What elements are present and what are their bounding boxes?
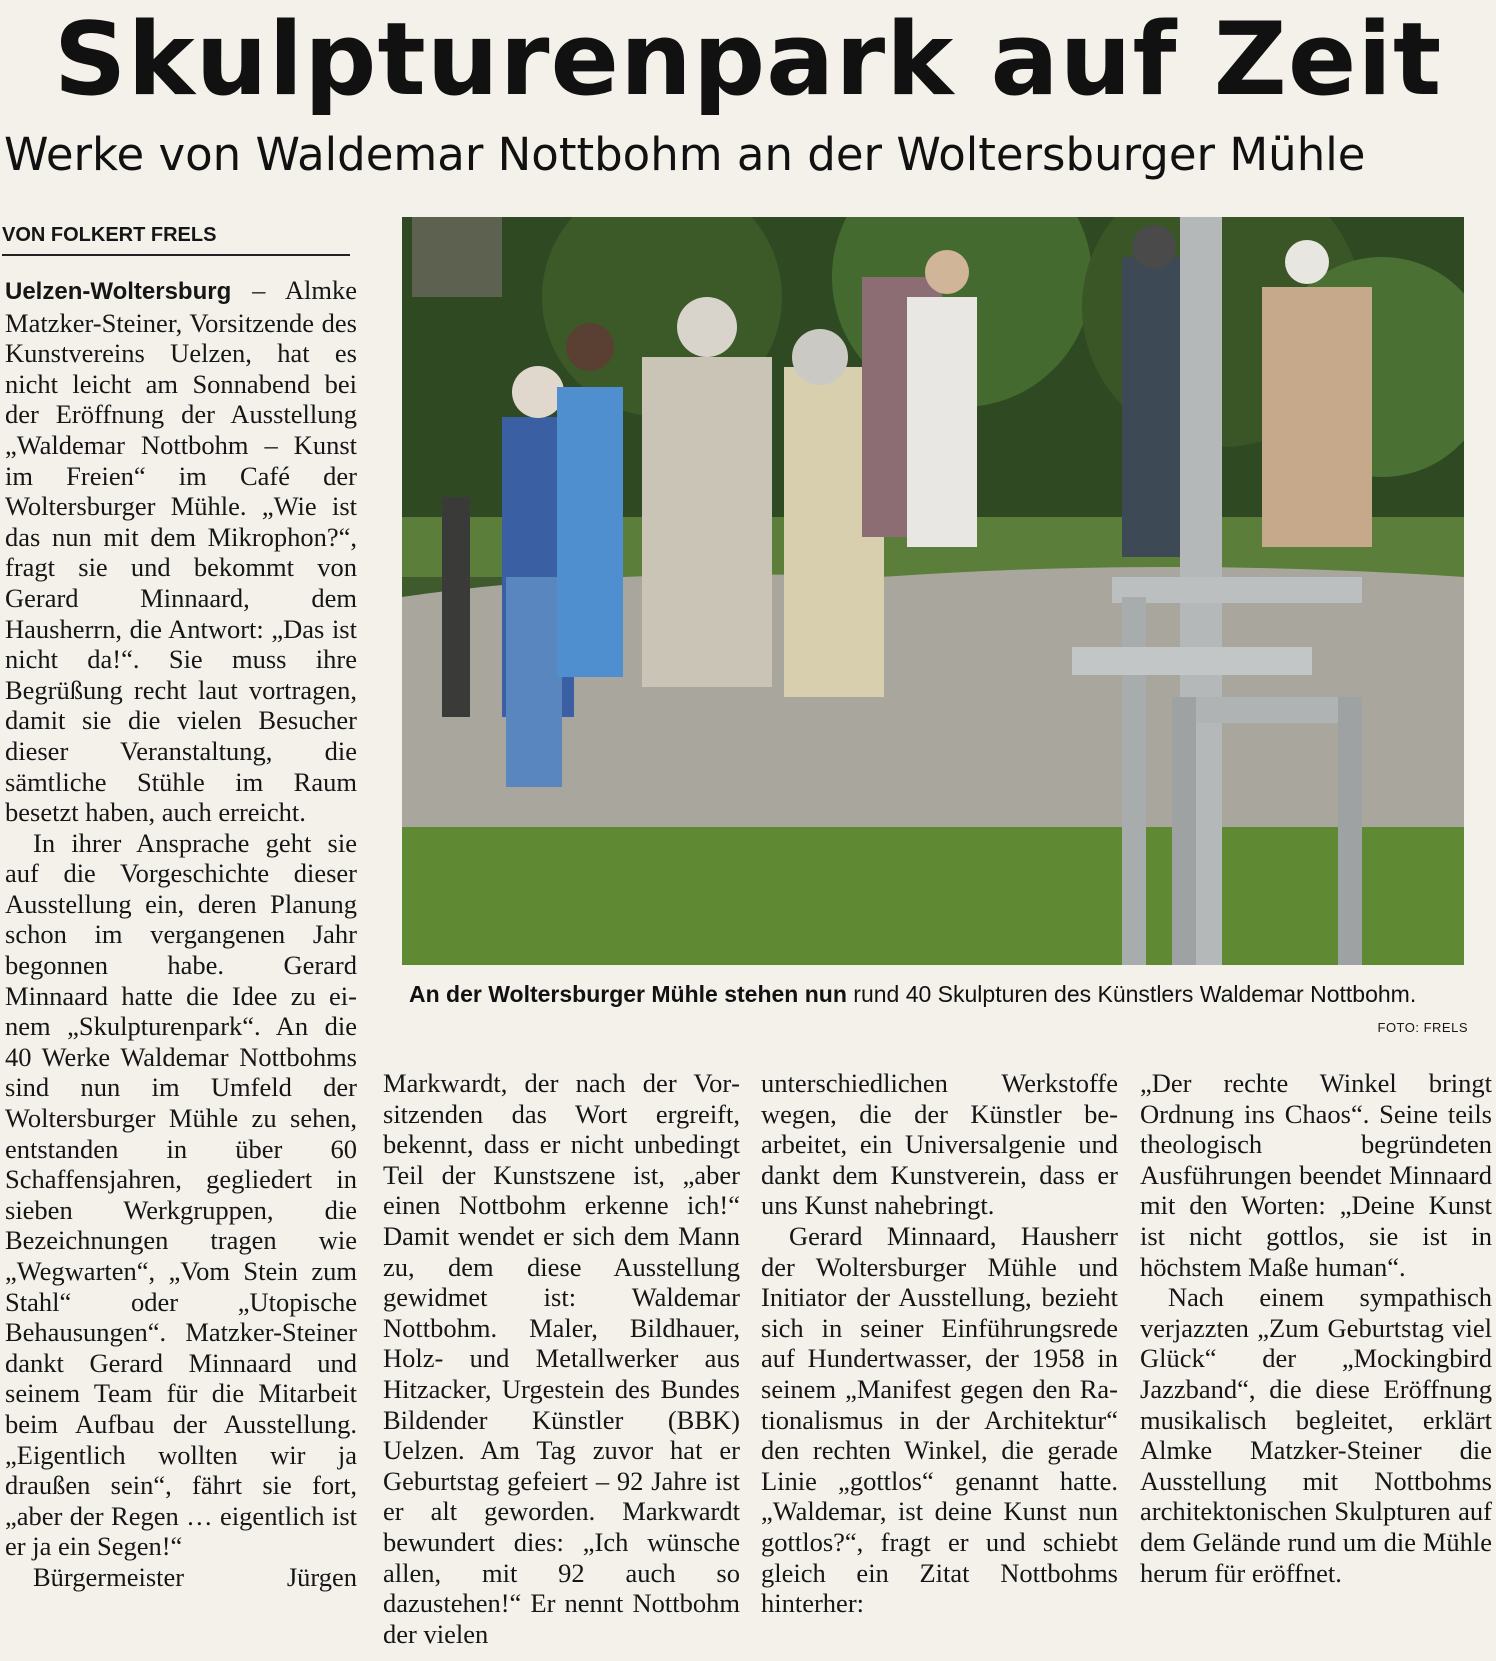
headline: Skulpturenpark auf Zeit (53, 0, 1443, 118)
photo-credit: FOTO: FRELS (1377, 1020, 1468, 1035)
paragraph: unterschiedlichen Werkstoffe wegen, die der Künstler bearbeitet, ein Universalgenie und dankt dem Kunstverein, dass er uns Kunst nahebringt. (761, 1068, 1118, 1221)
photo-illustration (402, 217, 1464, 965)
paragraph: Gerard Minnaard, Hausherr der Woltersburger Mühle und Initiator der Ausstellung, bezieht sich in seiner Einführungsrede auf Hundertwasser, der 1958 in seinem „Manifest gegen den Rationalismus in der Architektur“ den rechten Winkel, die gerade Linie „gottlos“ genannt hatte. „Waldemar, ist deine Kunst nun gottlos?“, fragt er und schiebt gleich ein Zitat Nottbohms hinterher: (761, 1220, 1118, 1619)
subheadline: Werke von Waldemar Nottbohm an der Woltersburger Mühle (4, 128, 1366, 181)
paragraph (5, 275, 357, 828)
paragraph: Nach einem sympathisch verjazzten „Zum Geburtstag viel Glück“ der „Mockingbird Jazzband“, die diese Eröffnung musikalisch begleitet, erklärt Almke Matzker-Steiner die Ausstellung mit Nottbohms architektonischen Skulpturen auf dem Gelände rund um die Mühle herum für eröffnet. (1140, 1282, 1492, 1588)
article-photo (402, 217, 1464, 965)
paragraph-text: – Almke Matzker-Steiner, Vorsitzende des Kunstvereins Uelzen, hat es nicht leicht am Sonnabend bei der Eröffnung der Ausstellung „Waldemar Nottbohm – Kunst im Freien“ im Café der Woltersburger Mühle. „Wie ist das nun mit dem Mikrophon?“, fragt sie und bekommt von Gerard Minnaard, dem Hausherrn, die Antwort: „Das ist nicht da!“. Sie muss ihre Begrüßung recht laut vortragen, damit sie die vielen Besucher dieser Veranstaltung, die sämtliche Stühle im Raum besetzt haben, auch erreicht. (5, 275, 357, 828)
caption-lead: An der Woltersburger Mühle stehen nun (409, 981, 847, 1007)
paragraph: In ihrer Ansprache geht sie auf die Vorgeschichte dieser Ausstellung ein, deren Planung schon im vergangenen Jahr begonnen habe. Gerard Minnaard hatte die Idee zu einem „Skulpturenpark“. An die 40 Werke Waldemar Nottbohms sind nun im Umfeld der Woltersburger Mühle zu sehen, entstanden in über 60 Schaffensjahren, gegliedert in sieben Werkgruppen, die Bezeichnungen tragen wie „Wegwarten“, „Vom Stein zum Stahl“ oder „Utopische Behausungen“. Matzker-Steiner dankt Gerard Minnaard und seinem Team für die Mitarbeit beim Aufbau der Ausstellung. „Eigentlich wollten wir ja draußen sein“, fährt sie fort, „aber der Regen … eigentlich ist er ja ein Segen!“ (5, 827, 357, 1562)
dateline: Uelzen-Woltersburg (5, 278, 232, 305)
article-column-3 (761, 1068, 1118, 1661)
caption-text: rund 40 Skulpturen des Künstlers Waldemar Nottbohm. (846, 981, 1417, 1007)
photo-caption (409, 980, 1467, 1038)
article-column-1 (5, 275, 357, 1661)
paragraph: Bürgermeister Jürgen (33, 1561, 357, 1592)
byline: VON FOLKERT FRELS (2, 220, 350, 256)
paragraph: „Der rechte Winkel bringt Ordnung ins Chaos“. Seine teils theologisch begründeten Ausführungen beendet Minnaard mit den Worten: „Deine Kunst ist nicht gottlos, sie ist in höchstem Maße human“. (1140, 1068, 1492, 1282)
article-column-4 (1140, 1068, 1492, 1661)
article-column-2 (383, 1068, 740, 1661)
paragraph: Markwardt, der nach der Vorsitzenden das Wort ergreift, bekennt, dass er nicht unbedingt Teil der Kunstszene ist, „aber einen Nottbohm erkenne ich!“ Damit wendet er sich dem Mann zu, dem diese Ausstellung gewidmet ist: Waldemar Nottbohm. Maler, Bildhauer, Holz- und Metallwerker aus Hitzacker, Urgestein des Bundes Bildender Künstler (BBK) Uelzen. Am Tag zuvor hat er Geburtstag gefeiert – 92 Jahre ist er alt geworden. Markwardt bewundert dies: „Ich wünsche allen, mit 92 auch so dazustehen!“ Er nennt Nottbohm der vielen (383, 1068, 740, 1649)
